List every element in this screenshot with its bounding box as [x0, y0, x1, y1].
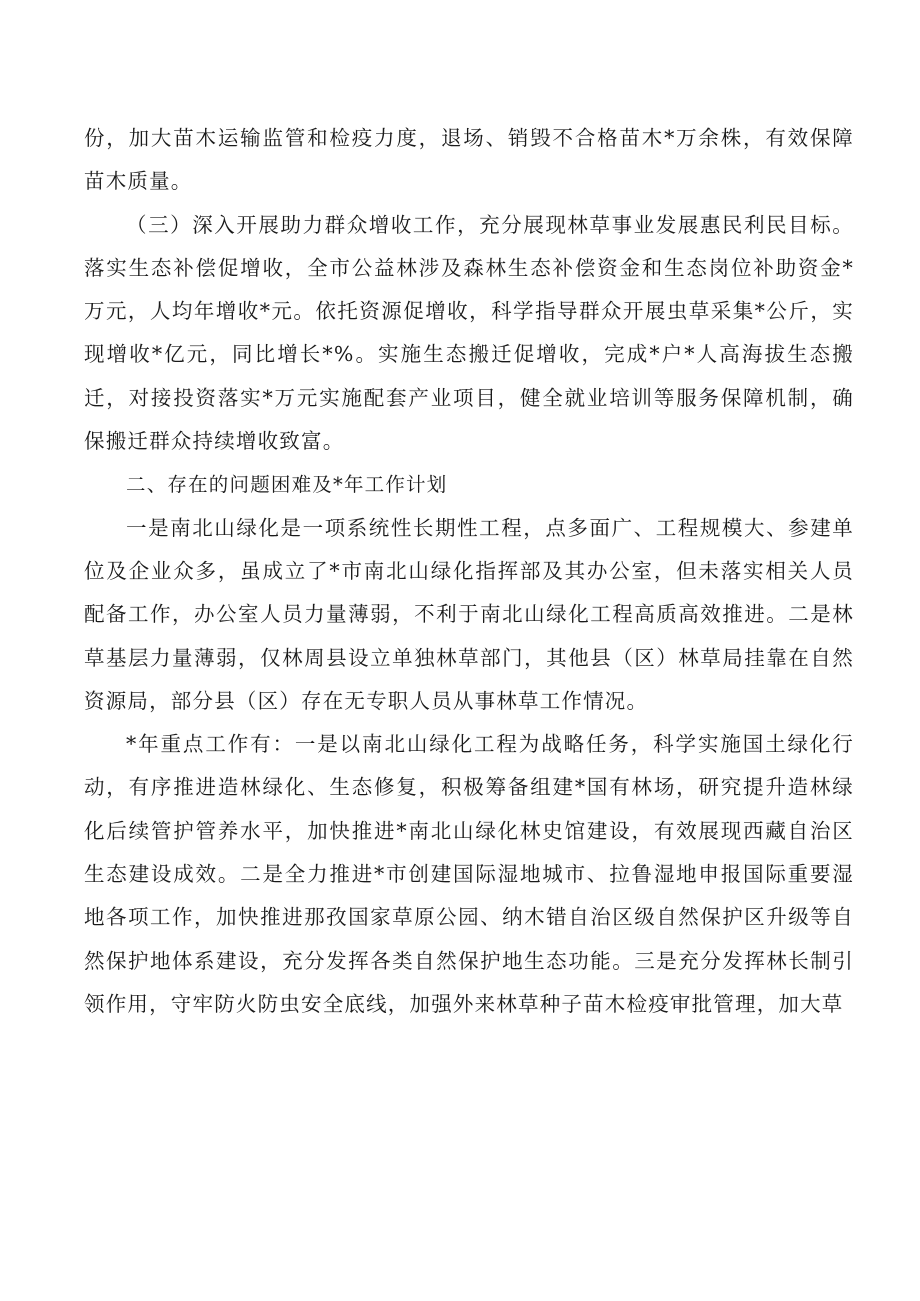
- paragraph-work-plan: *年重点工作有：一是以南北山绿化工程为战略任务，科学实施国土绿化行动，有序推进造林绿化、生态修复，积极筹备组建*国有林场，研究提升造林绿化后续管护管养水平，加快推进*南北山绿化林史馆建设，有效展现西藏自治区生态建设成效。二是全力推进*市创建国际湿地城市、拉鲁湿地申报国际重要湿地各项工作，加快推进那孜国家草原公园、纳木错自治区级自然保护区升级等自然保护地体系建设，充分发挥各类自然保护地生态功能。三是充分发挥林长制引领作用，守牢防火防虫安全底线，加强外来林草种子苗木检疫审批管理，加大草: [84, 732, 854, 1016]
- document-body: [84, 117, 854, 1026]
- paragraph-section-three: （三）深入开展助力群众增收工作，充分展现林草事业发展惠民利民目标。落实生态补偿促增收，全市公益林涉及森林生态补偿资金和生态岗位补助资金*万元，人均年增收*元。依托资源促增收，科学指导群众开展虫草采集*公斤，实现增收*亿元，同比增长*%。实施生态搬迁促增收，完成*户*人高海拔生态搬迁，对接投资落实*万元实施配套产业项目，健全就业培训等服务保障机制，确保搬迁群众持续增收致富。: [84, 212, 854, 454]
- paragraph-continuation: 份，加大苗木运输监管和检疫力度，退场、销毁不合格苗木*万余株，有效保障苗木质量。: [84, 126, 854, 194]
- paragraph-problems: 一是南北山绿化是一项系统性长期性工程，点多面广、工程规模大、参建单位及企业众多，虽成立了*市南北山绿化指挥部及其办公室，但未落实相关人员配备工作，办公室人员力量薄弱，不利于南北山绿化工程高质高效推进。二是林草基层力量薄弱，仅林周县设立单独林草部门，其他县（区）林草局挂靠在自然资源局，部分县（区）存在无专职人员从事林草工作情况。: [84, 515, 854, 713]
- section-heading: 二、存在的问题困难及*年工作计划: [126, 473, 448, 497]
